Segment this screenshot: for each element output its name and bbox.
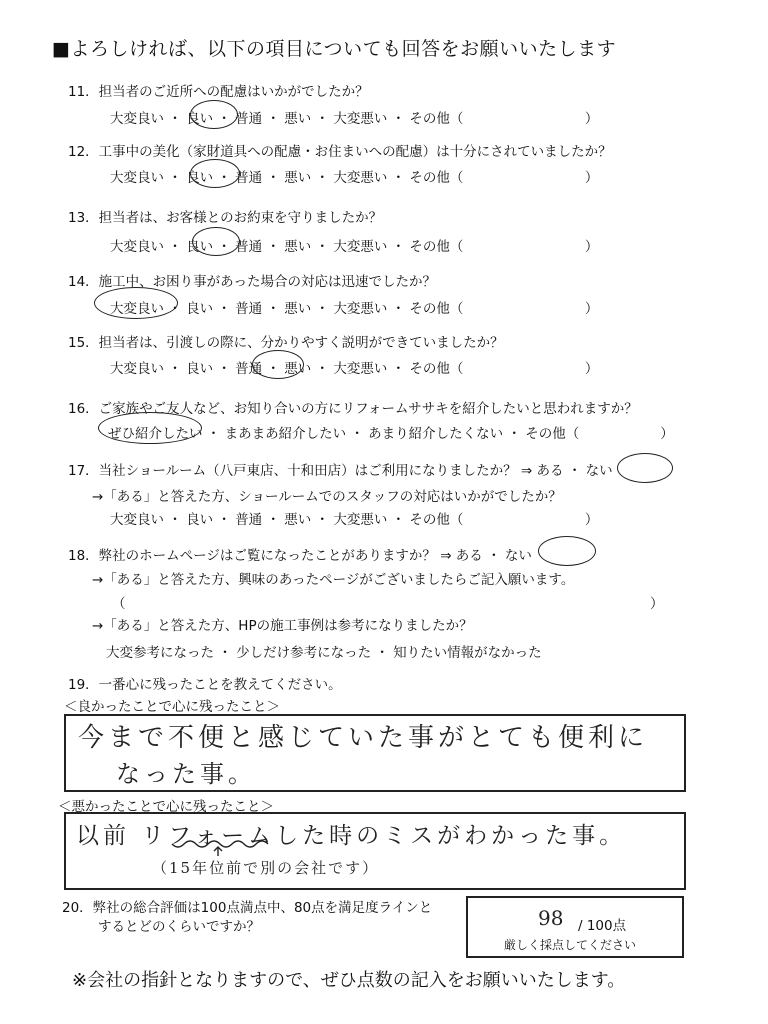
answer-circle <box>192 227 240 256</box>
answer-circle <box>190 100 238 129</box>
question-18-options: 大変参考になった ・ 少しだけ参考になった ・ 知りたい情報がなかった <box>106 645 542 661</box>
answer-circle <box>252 350 304 379</box>
question-17-sub: →「ある」と答えた方、ショールームでのスタッフの対応はいかがでしたか？ <box>92 489 562 505</box>
question-15-options: 大変良い ・ 良い ・ 普通 ・ 悪い ・ 大変悪い ・ その他（ ） <box>110 361 599 377</box>
score-note: 厳しく採点してください <box>504 938 637 952</box>
footer-note: ※会社の指針となりますので、ぜひ点数の記入をお願いいたします。 <box>72 970 626 991</box>
question-20-line1: 20．弊社の総合評価は100点満点中、80点を満足度ラインと <box>62 900 433 916</box>
question-16-options: ぜひ紹介したい ・ まあまあ紹介したい ・ あまり紹介したくない ・ その他（ ） <box>108 426 674 442</box>
bad-answer-note: （15年位前で別の会社です） <box>152 859 380 877</box>
good-answer-line2: なった事。 <box>116 760 256 788</box>
question-15: 15．担当者は、引渡しの際に、分かりやすく説明ができていましたか？ <box>68 335 504 351</box>
answer-circle <box>94 287 178 319</box>
good-answer-line1: 今まで不便と感じていた事がとても便利に <box>78 723 649 753</box>
paren-open: （ <box>112 596 126 612</box>
bad-answer-line1: 以前 リフォームした時のミスがわかった事。 <box>76 823 627 849</box>
question-18-sub2: →「ある」と答えた方、HPの施工事例は参考になりましたか？ <box>92 618 473 634</box>
answer-circle <box>538 536 596 566</box>
score-value: 98 <box>538 906 564 930</box>
score-suffix: / 100点 <box>578 918 627 934</box>
question-16: 16．ご家族やご友人など、お知り合いの方にリフォームササキを紹介したいと思われますか？ <box>68 401 638 417</box>
question-14: 14．施工中、お困り事があった場合の対応は迅速でしたか？ <box>68 274 437 290</box>
good-label: ＜良かったことで心に残ったこと＞ <box>64 699 280 715</box>
question-12: 12．工事中の美化（家財道具への配慮・お住まいへの配慮）は十分にされていましたか？ <box>68 144 612 160</box>
page-title: ■よろしければ、以下の項目についても回答をお願いいたします <box>52 38 617 60</box>
question-11-options: 大変良い ・ 良い ・ 普通 ・ 悪い ・ 大変悪い ・ その他（ ） <box>110 111 599 127</box>
question-17: 17．当社ショールーム（八戸東店、十和田店）はご利用になりましたか？ ⇒ ある ・ ない <box>68 463 613 479</box>
question-19: 19．一番心に残ったことを教えてください。 <box>68 677 342 693</box>
question-17-options: 大変良い ・ 良い ・ 普通 ・ 悪い ・ 大変悪い ・ その他（ ） <box>110 512 599 528</box>
question-13: 13．担当者は、お客様とのお約束を守りましたか？ <box>68 210 383 226</box>
question-12-options: 大変良い ・ 良い ・ 普通 ・ 悪い ・ 大変悪い ・ その他（ ） <box>110 170 599 186</box>
question-20-line2: するとどのくらいですか？ <box>98 919 260 935</box>
question-18-sub1: →「ある」と答えた方、興味のあったページがございましたらご記入願います。 <box>92 572 575 588</box>
question-13-options: 大変良い ・ 良い ・ 普通 ・ 悪い ・ 大変悪い ・ その他（ ） <box>110 239 599 255</box>
question-14-options: 大変良い ・ 良い ・ 普通 ・ 悪い ・ 大変悪い ・ その他（ ） <box>110 301 599 317</box>
question-11: 11．担当者のご近所への配慮はいかがでしたか？ <box>68 84 369 100</box>
answer-circle <box>190 159 240 188</box>
bad-label: ＜悪かったことで心に残ったこと＞ <box>58 799 274 815</box>
answer-circle <box>617 453 673 483</box>
paren-close: ） <box>650 596 664 612</box>
wavy-underline <box>170 838 270 858</box>
question-18: 18．弊社のホームページはご覧になったことがありますか？ ⇒ ある ・ ない <box>68 548 532 564</box>
answer-circle <box>98 412 202 444</box>
